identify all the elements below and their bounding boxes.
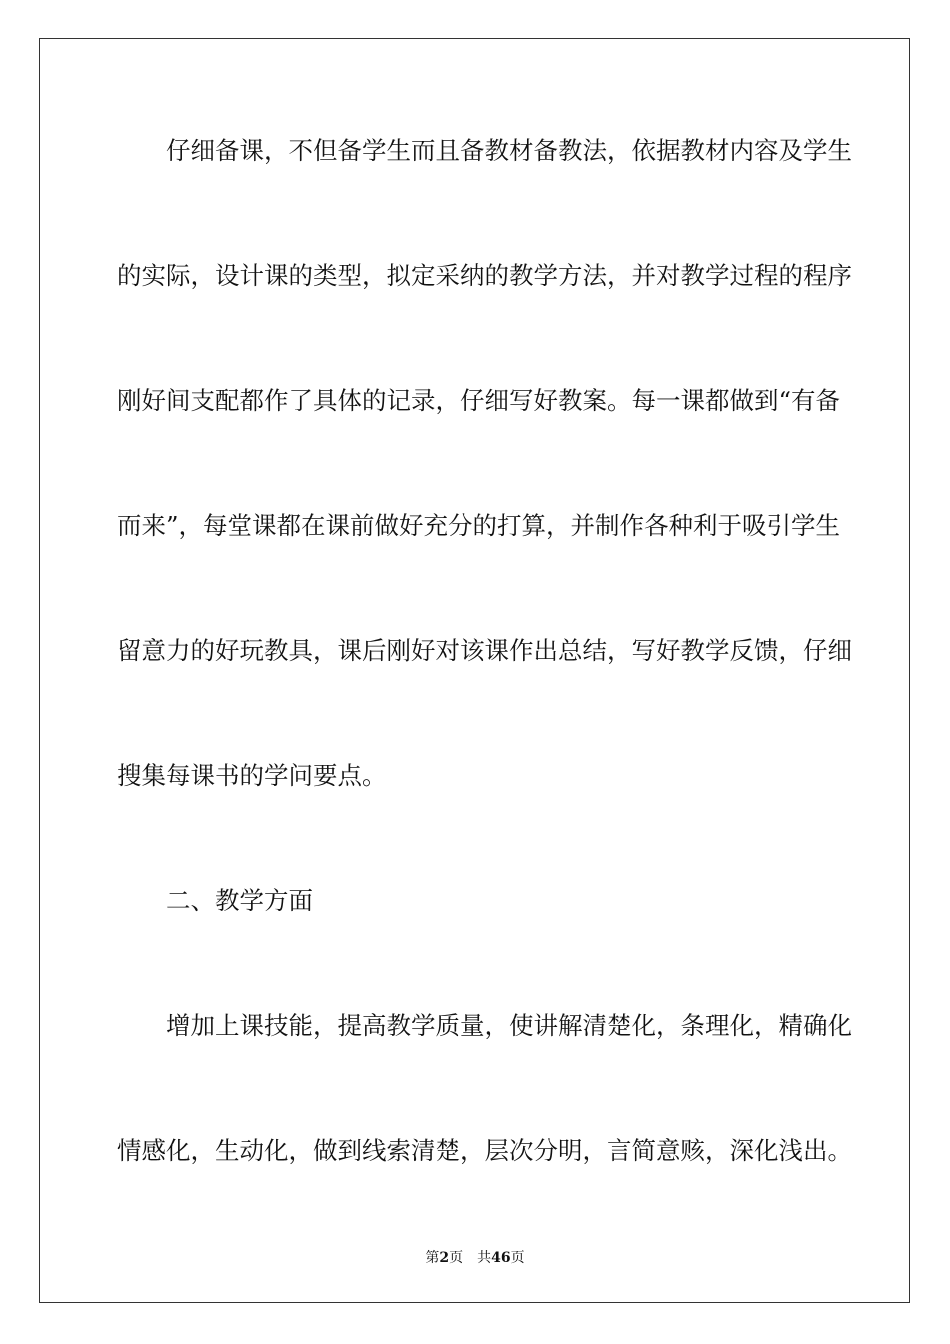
- page-number: 2: [439, 1250, 450, 1266]
- page-label-prefix: 第: [425, 1250, 440, 1266]
- total-label-suffix: 页: [510, 1250, 525, 1266]
- paragraph-line: 情感化，生动化，做到线索清楚，层次分明，言简意赅，深化浅出。: [117, 1136, 852, 1165]
- total-label-prefix: 共: [477, 1250, 492, 1266]
- section-heading: 二、教学方面: [166, 886, 313, 915]
- page-label-suffix: 页: [449, 1250, 464, 1266]
- paragraph-line: 而来”，每堂课都在课前做好充分的打算，并制作各种利于吸引学生: [117, 511, 841, 540]
- page-border: [39, 38, 910, 1303]
- paragraph-line: 刚好间支配都作了具体的记录，仔细写好教案。每一课都做到“有备: [117, 386, 841, 415]
- total-pages: 46: [491, 1250, 511, 1266]
- paragraph-line: 仔细备课，不但备学生而且备教材备教法，依据教材内容及学生: [166, 136, 852, 165]
- page-footer: [0, 1250, 950, 1266]
- paragraph-line: 的实际，设计课的类型，拟定采纳的教学方法，并对教学过程的程序: [117, 261, 852, 290]
- paragraph-line: 增加上课技能，提高教学质量，使讲解清楚化，条理化，精确化: [166, 1011, 852, 1040]
- paragraph-line: 搜集每课书的学问要点。: [117, 761, 387, 790]
- paragraph-line: 留意力的好玩教具，课后刚好对该课作出总结，写好教学反馈，仔细: [117, 636, 852, 665]
